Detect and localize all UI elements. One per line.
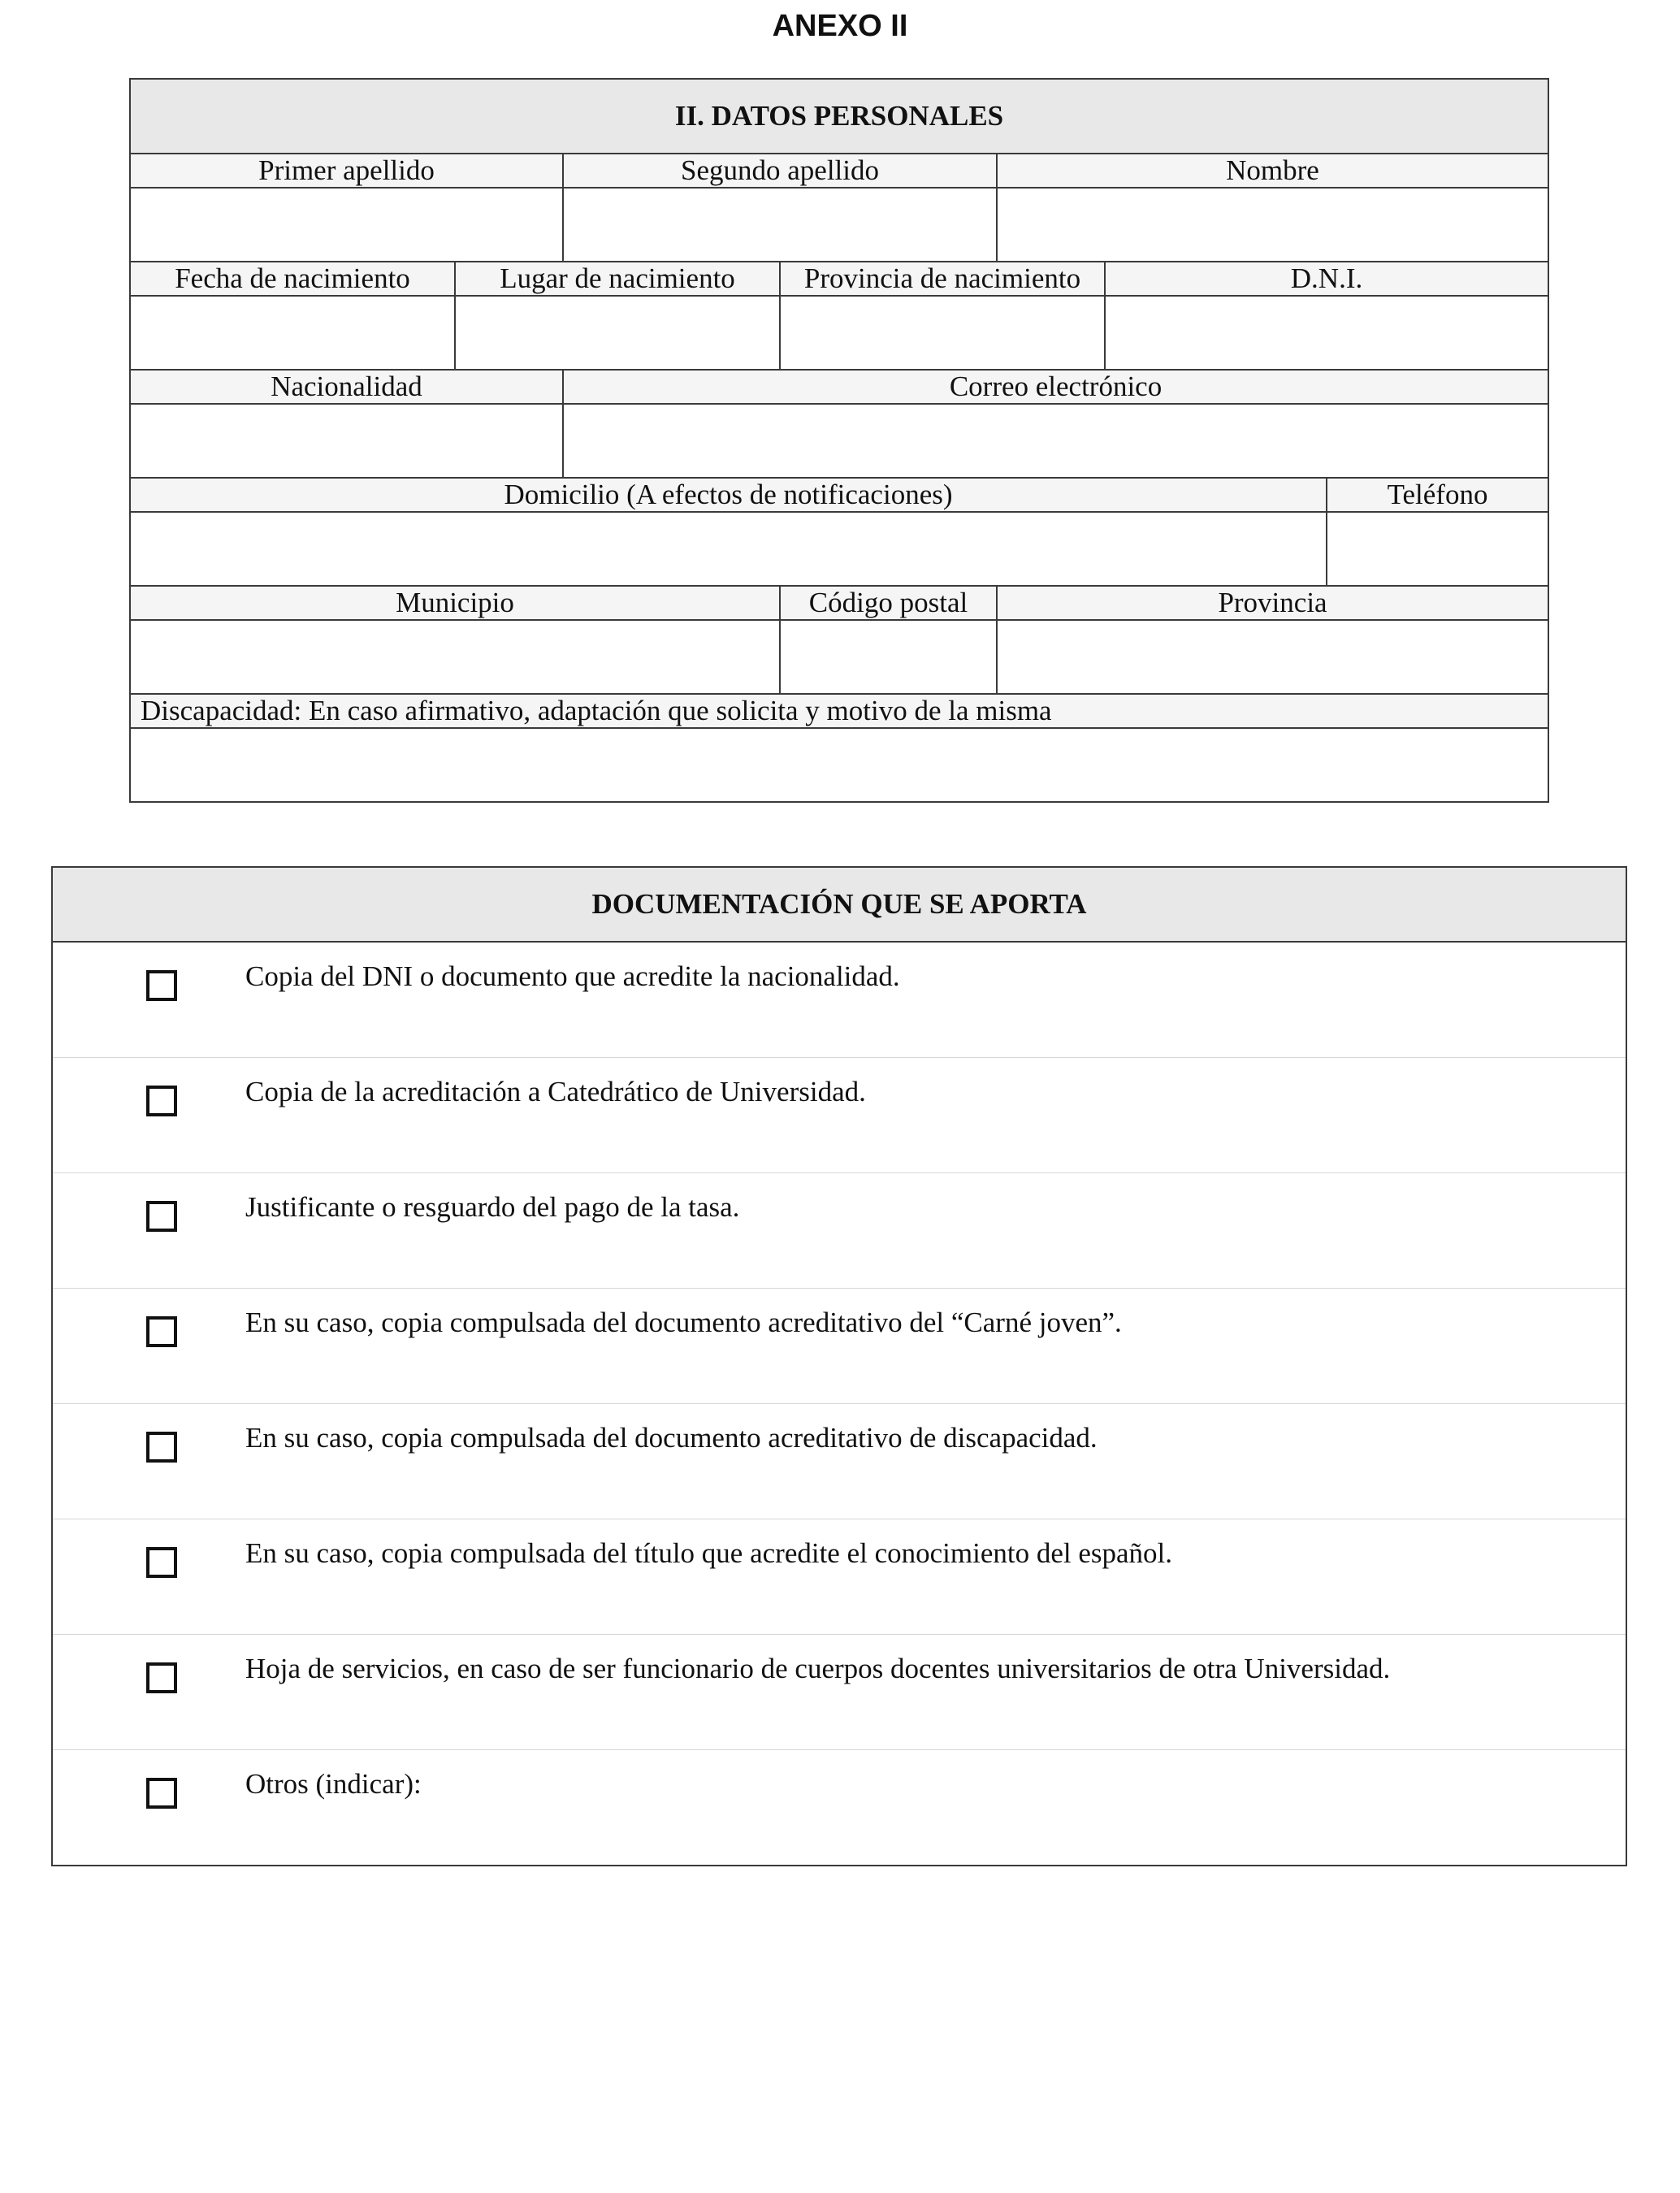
field-provincia-nacimiento[interactable] bbox=[780, 296, 1105, 370]
label-dni: D.N.I. bbox=[1105, 262, 1548, 296]
item-label: Copia del DNI o documento que acredite la nacionalidad. bbox=[245, 960, 900, 992]
field-codigo-postal[interactable] bbox=[780, 620, 997, 694]
checkbox-titulo-espanol[interactable] bbox=[146, 1547, 177, 1578]
field-telefono[interactable] bbox=[1327, 512, 1548, 586]
checkbox-hoja-servicios[interactable] bbox=[146, 1662, 177, 1693]
label-municipio: Municipio bbox=[130, 586, 780, 620]
checkbox-carne-joven[interactable] bbox=[146, 1316, 177, 1347]
checkbox-copia-dni[interactable] bbox=[146, 970, 177, 1001]
personal-data-heading: II. DATOS PERSONALES bbox=[130, 79, 1548, 154]
label-codigo-postal: Código postal bbox=[780, 586, 997, 620]
list-item bbox=[52, 1058, 1626, 1173]
field-domicilio[interactable] bbox=[130, 512, 1327, 586]
field-primer-apellido[interactable] bbox=[130, 188, 563, 262]
checkbox-justificante-tasa[interactable] bbox=[146, 1201, 177, 1232]
item-label: En su caso, copia compulsada del documento acreditativo del “Carné joven”. bbox=[245, 1289, 1626, 1404]
page-title: ANEXO II bbox=[772, 9, 908, 43]
documentation-heading: DOCUMENTACIÓN QUE SE APORTA bbox=[52, 867, 1626, 942]
label-nombre: Nombre bbox=[997, 154, 1548, 188]
field-fecha-nacimiento[interactable] bbox=[130, 296, 455, 370]
label-provincia-nacimiento: Provincia de nacimiento bbox=[780, 262, 1105, 296]
field-dni[interactable] bbox=[1105, 296, 1548, 370]
field-municipio[interactable] bbox=[130, 620, 780, 694]
label-provincia: Provincia bbox=[997, 586, 1548, 620]
field-lugar-nacimiento[interactable] bbox=[455, 296, 780, 370]
list-item bbox=[52, 1289, 1626, 1404]
list-item bbox=[52, 942, 1626, 1058]
label-primer-apellido: Primer apellido bbox=[130, 154, 563, 188]
label-segundo-apellido: Segundo apellido bbox=[563, 154, 997, 188]
item-label: Copia de la acreditación a Catedrático de Universidad. bbox=[245, 1058, 1626, 1173]
label-telefono: Teléfono bbox=[1327, 478, 1548, 512]
label-lugar-nacimiento: Lugar de nacimiento bbox=[455, 262, 780, 296]
checkbox-otros[interactable] bbox=[146, 1778, 177, 1809]
list-item bbox=[52, 1519, 1626, 1635]
label-domicilio: Domicilio (A efectos de notificaciones) bbox=[130, 478, 1327, 512]
field-segundo-apellido[interactable] bbox=[563, 188, 997, 262]
field-correo-electronico[interactable] bbox=[563, 404, 1548, 478]
checkbox-discapacidad[interactable] bbox=[146, 1432, 177, 1463]
field-nacionalidad[interactable] bbox=[130, 404, 563, 478]
item-label: En su caso, copia compulsada del título que acredite el conocimiento del español. bbox=[245, 1519, 1626, 1635]
list-item bbox=[52, 1750, 1626, 1866]
field-nombre[interactable] bbox=[997, 188, 1548, 262]
field-discapacidad[interactable] bbox=[130, 728, 1548, 802]
personal-data-table bbox=[129, 78, 1549, 803]
item-label: Hoja de servicios, en caso de ser funcionario de cuerpos docentes universitarios de otra Universidad. bbox=[245, 1635, 1626, 1750]
item-label: Otros (indicar): bbox=[245, 1750, 1626, 1866]
item-label: En su caso, copia compulsada del documento acreditativo de discapacidad. bbox=[245, 1404, 1626, 1519]
field-provincia[interactable] bbox=[997, 620, 1548, 694]
list-item bbox=[52, 1635, 1626, 1750]
label-correo-electronico: Correo electrónico bbox=[563, 370, 1548, 404]
checkbox-acreditacion[interactable] bbox=[146, 1086, 177, 1116]
label-discapacidad: Discapacidad: En caso afirmativo, adaptación que solicita y motivo de la misma bbox=[130, 694, 1548, 728]
list-item bbox=[52, 1173, 1626, 1289]
item-label: Justificante o resguardo del pago de la tasa. bbox=[245, 1173, 1626, 1289]
list-item bbox=[52, 1404, 1626, 1519]
documentation-table bbox=[51, 866, 1627, 1866]
label-fecha-nacimiento: Fecha de nacimiento bbox=[130, 262, 455, 296]
label-nacionalidad: Nacionalidad bbox=[130, 370, 563, 404]
